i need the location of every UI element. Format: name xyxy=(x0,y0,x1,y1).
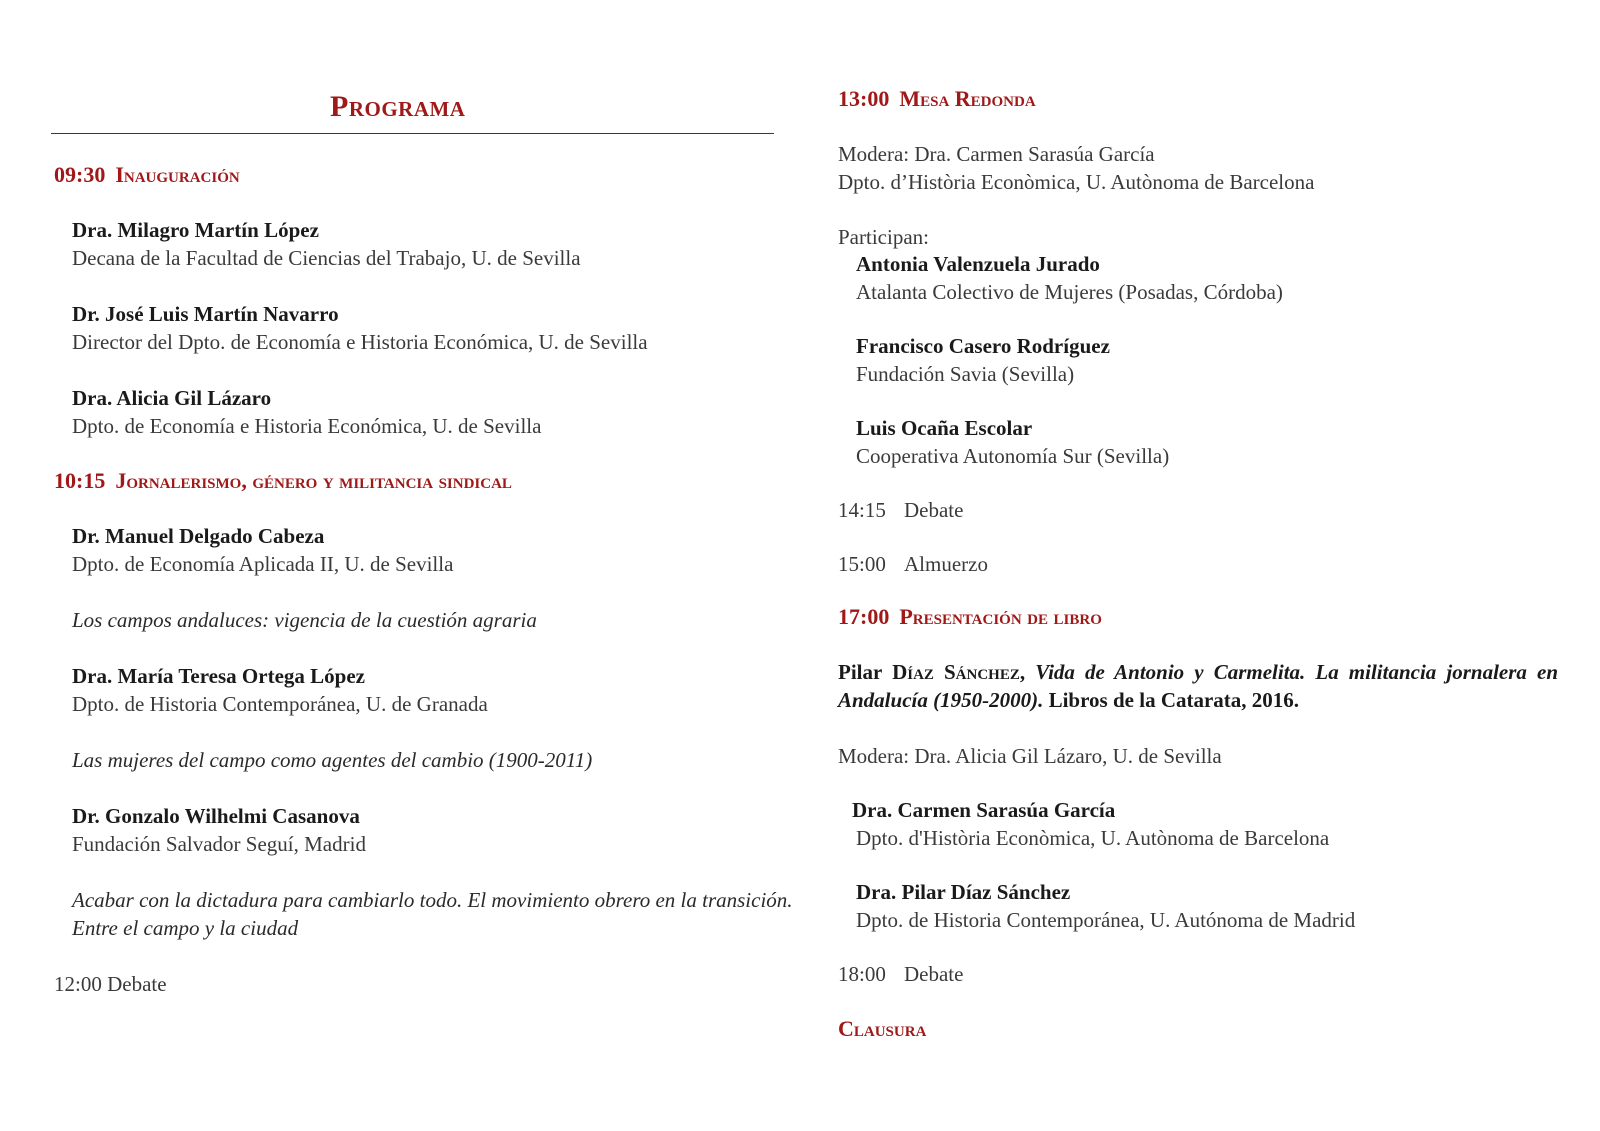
speaker-affiliation: Dpto. de Economía e Historia Económica, U. de Sevilla xyxy=(72,414,542,438)
section-roundtable-heading xyxy=(838,86,1036,112)
speaker-name: Dr. Manuel Delgado Cabeza xyxy=(72,524,325,548)
event-time: 14:15 xyxy=(838,498,886,522)
talk-title-continued: Entre el campo y la ciudad xyxy=(72,916,299,940)
section-label: Presentación de libro xyxy=(899,604,1102,629)
book-title: Vida de Antonio y Carmelita. La militancia jornalera en Andalucía (1950-2000). xyxy=(838,660,1559,712)
participants-label: Participan: xyxy=(838,225,929,249)
book-author-last: Díaz Sánchez, xyxy=(892,660,1026,684)
section-book-heading xyxy=(838,604,1102,630)
speaker-affiliation: Fundación Salvador Seguí, Madrid xyxy=(72,832,366,856)
moderator-line: Modera: Dra. Carmen Sarasúa García xyxy=(838,142,1155,166)
participant-affiliation: Atalanta Colectivo de Mujeres (Posadas, Córdoba) xyxy=(856,280,1283,304)
section-label: Jornalerismo, género y militancia sindical xyxy=(115,468,512,493)
speaker-name: Dra. Carmen Sarasúa García xyxy=(852,798,1116,822)
speaker-name: Dra. Milagro Martín López xyxy=(72,218,319,242)
page-title: Programa xyxy=(330,90,466,123)
participant-name: Antonia Valenzuela Jurado xyxy=(856,252,1100,276)
talk-title: Los campos andaluces: vigencia de la cuestión agraria xyxy=(72,608,537,632)
event-time: 18:00 xyxy=(838,962,886,986)
title-divider xyxy=(51,133,774,134)
speaker-name: Dra. Alicia Gil Lázaro xyxy=(72,386,272,410)
closing-heading: Clausura xyxy=(838,1016,927,1041)
speaker-name: Dr. José Luis Martín Navarro xyxy=(72,302,339,326)
section-jornalerismo-heading xyxy=(54,468,512,494)
section-time: 09:30 xyxy=(54,162,106,187)
moderator-line: Modera: Dra. Alicia Gil Lázaro, U. de Sevilla xyxy=(838,744,1222,768)
debate-line: 12:00 Debate xyxy=(54,972,167,996)
speaker-affiliation: Decana de la Facultad de Ciencias del Trabajo, U. de Sevilla xyxy=(72,246,581,270)
speaker-name: Dra. Pilar Díaz Sánchez xyxy=(856,880,1071,904)
event-label: Almuerzo xyxy=(904,552,988,576)
section-time: 13:00 xyxy=(838,86,890,111)
participant-name: Francisco Casero Rodríguez xyxy=(856,334,1110,358)
participant-name: Luis Ocaña Escolar xyxy=(856,416,1033,440)
speaker-affiliation: Dpto. de Historia Contemporánea, U. de Granada xyxy=(72,692,488,716)
debate-line xyxy=(838,498,963,523)
section-label: Inauguración xyxy=(115,162,240,187)
moderator-affiliation: Dpto. d’Història Econòmica, U. Autònoma de Barcelona xyxy=(838,170,1315,194)
book-author-first: Pilar xyxy=(838,660,882,684)
book-publisher: Libros de la Catarata, 2016. xyxy=(1048,688,1300,712)
speaker-name: Dra. María Teresa Ortega López xyxy=(72,664,365,688)
event-time: 15:00 xyxy=(838,552,886,576)
event-label: Debate xyxy=(904,962,964,986)
speaker-name: Dr. Gonzalo Wilhelmi Casanova xyxy=(72,804,360,828)
section-label: Mesa Redonda xyxy=(899,86,1036,111)
speaker-affiliation: Director del Dpto. de Economía e Historia Económica, U. de Sevilla xyxy=(72,330,648,354)
event-label: Debate xyxy=(904,498,964,522)
speaker-affiliation: Dpto. de Historia Contemporánea, U. Autónoma de Madrid xyxy=(856,908,1356,932)
talk-title: Acabar con la dictadura para cambiarlo todo. El movimiento obrero en la transición. xyxy=(72,888,793,912)
section-time: 17:00 xyxy=(838,604,890,629)
book-citation xyxy=(838,658,1558,714)
speaker-affiliation: Dpto. d'Història Econòmica, U. Autònoma de Barcelona xyxy=(856,826,1330,850)
lunch-line xyxy=(838,552,988,577)
talk-title: Las mujeres del campo como agentes del cambio (1900-2011) xyxy=(72,748,593,772)
section-inauguration-heading xyxy=(54,162,240,188)
participant-affiliation: Cooperativa Autonomía Sur (Sevilla) xyxy=(856,444,1170,468)
debate-line xyxy=(838,962,963,987)
participant-affiliation: Fundación Savia (Sevilla) xyxy=(856,362,1075,386)
section-time: 10:15 xyxy=(54,468,106,493)
speaker-affiliation: Dpto. de Economía Aplicada II, U. de Sevilla xyxy=(72,552,454,576)
